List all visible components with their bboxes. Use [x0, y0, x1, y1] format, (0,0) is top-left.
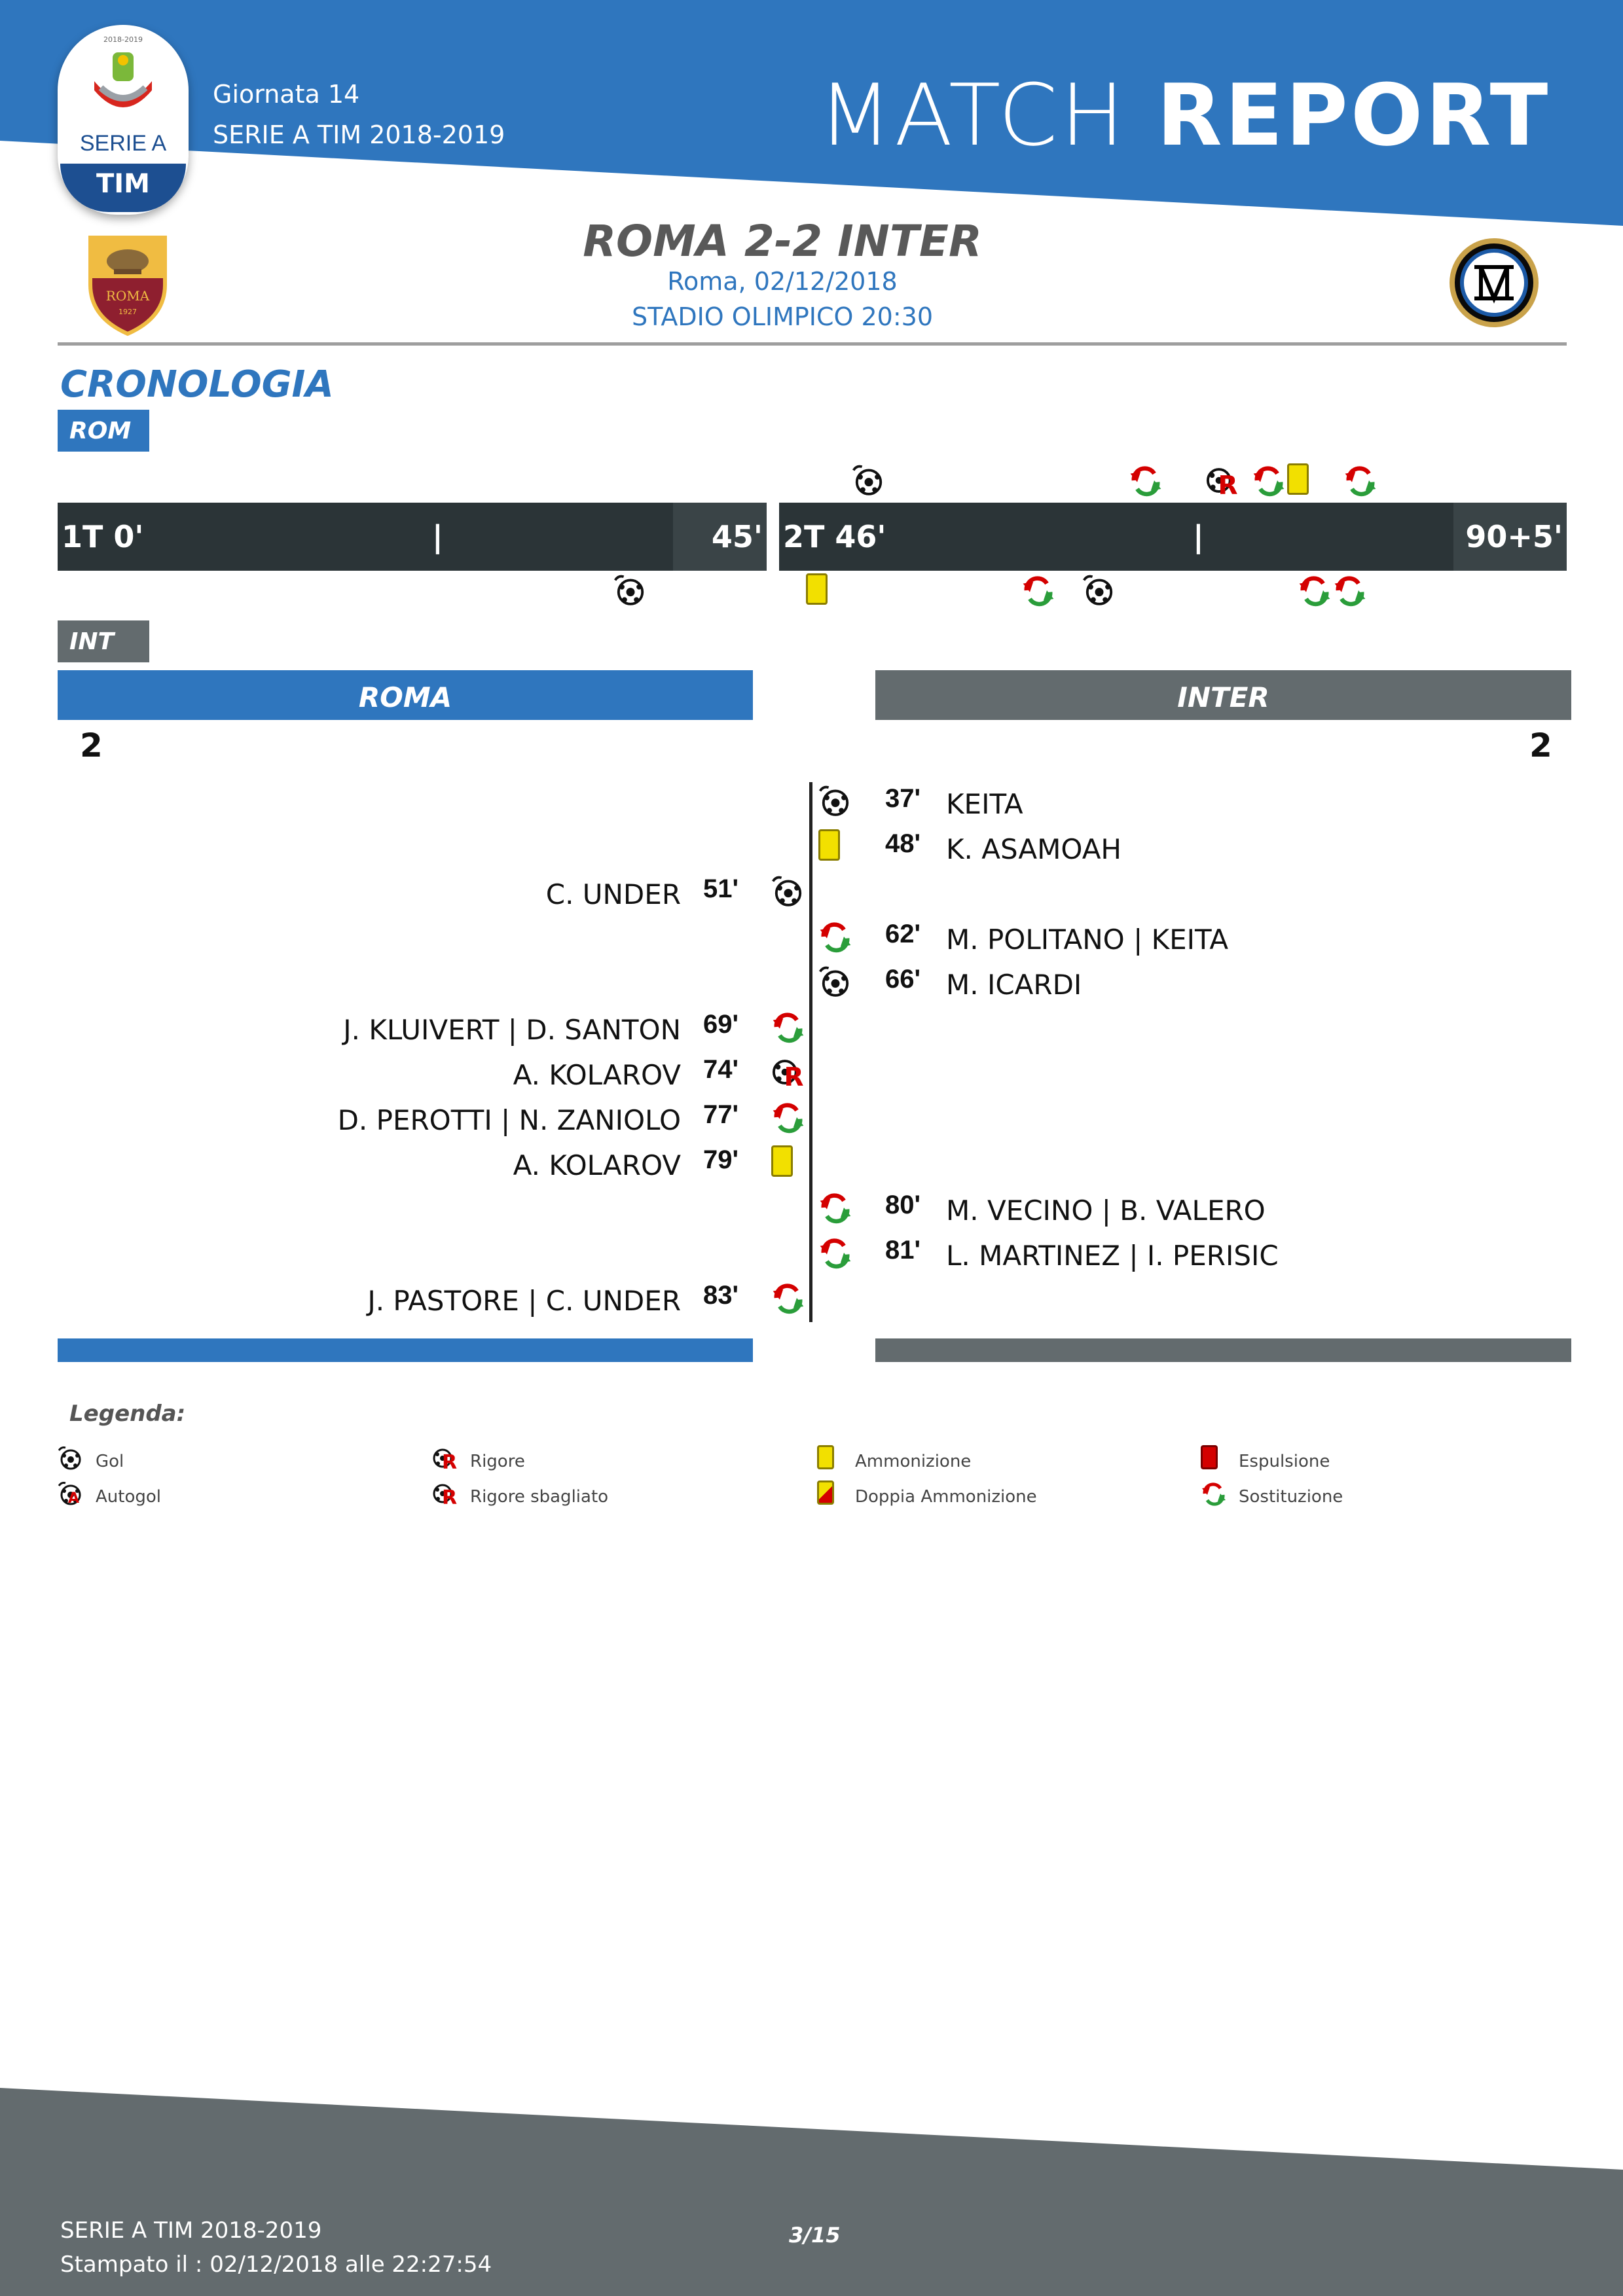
away-score: 2 [1529, 726, 1552, 764]
substitution-icon [818, 1236, 852, 1270]
substitution-icon [818, 1191, 852, 1225]
substitution-icon [771, 1100, 805, 1134]
svg-text:R: R [442, 1486, 458, 1507]
event-player: L. MARTINEZ | I. PERISIC [946, 1240, 1279, 1272]
event-player: J. PASTORE | C. UNDER [367, 1285, 681, 1317]
report-title-light: MATCH [818, 65, 1157, 165]
footer-printed: Stampato il : 02/12/2018 alle 22:27:54 [60, 2251, 492, 2278]
substitution-icon [771, 1281, 805, 1315]
timeline-substitution-icon [1252, 463, 1286, 497]
legend-label-red: Espulsione [1239, 1452, 1330, 1471]
timeline-first-half [58, 503, 767, 571]
goal-icon [771, 874, 805, 908]
legend-second-yellow-icon [817, 1480, 834, 1505]
match-city-date: Roma, 02/12/2018 [667, 267, 898, 296]
goal-icon [818, 784, 852, 818]
away-team-header: INTER [875, 670, 1571, 720]
roma-crest-year: 1927 [119, 308, 137, 316]
home-team-header: ROMA [58, 670, 753, 720]
svg-text:R: R [1218, 471, 1238, 497]
legend-own-goal-icon [58, 1480, 84, 1507]
event-minute: 51' [703, 874, 739, 903]
first-half-mid: | [432, 519, 443, 554]
timeline-goal-icon [1082, 573, 1116, 607]
event-player: M. VECINO | B. VALERO [946, 1194, 1266, 1227]
svg-text:R: R [442, 1451, 458, 1471]
logo-league: SERIE A [79, 131, 167, 156]
legend-substitution-icon [1201, 1480, 1227, 1507]
substitution-icon [818, 920, 852, 954]
serie-a-logo [58, 25, 189, 215]
event-player: C. UNDER [545, 878, 681, 910]
event-player: D. PEROTTI | N. ZANIOLO [337, 1104, 681, 1136]
logo-mark-icon [89, 51, 157, 123]
event-minute: 37' [885, 784, 921, 813]
legend-label-penalty-missed: Rigore sbagliato [470, 1487, 609, 1507]
event-player: M. ICARDI [946, 969, 1082, 1001]
timeline-substitution-icon [1298, 573, 1332, 607]
goal-icon [818, 965, 852, 999]
header-separator [58, 342, 1567, 346]
timeline-substitution-icon [1333, 573, 1367, 607]
second-half-start: 2T 46' [783, 519, 886, 554]
away-team-tag: INT [58, 620, 149, 662]
events-center-line [809, 782, 812, 1322]
event-minute: 77' [703, 1100, 739, 1129]
event-minute: 66' [885, 965, 921, 994]
home-team-tag: ROM [58, 410, 149, 452]
legend-title: Legenda: [69, 1401, 186, 1427]
roma-crest-text: ROMA [105, 288, 150, 304]
first-half-end: 45' [711, 519, 763, 554]
timeline-goal-icon [613, 573, 647, 607]
event-minute: 69' [703, 1010, 739, 1039]
timeline-substitution-icon [1129, 463, 1163, 497]
timeline-substitution-icon [1021, 573, 1055, 607]
event-minute: 81' [885, 1236, 921, 1265]
report-title [818, 65, 1550, 165]
legend-penalty-icon [432, 1445, 458, 1471]
event-minute: 62' [885, 920, 921, 948]
match-title: ROMA 2-2 INTER [583, 216, 982, 266]
section-title: CRONOLOGIA [60, 363, 334, 406]
event-minute: 80' [885, 1191, 921, 1219]
event-minute: 48' [885, 829, 921, 858]
legend-missed-penalty-icon [432, 1480, 458, 1507]
legend-label-yellow: Ammonizione [855, 1452, 972, 1471]
legend-label-sub: Sostituzione [1239, 1487, 1343, 1507]
report-title-bold: REPORT [1156, 65, 1551, 165]
match-stadium-time: STADIO OLIMPICO 20:30 [631, 302, 934, 331]
event-minute: 74' [703, 1055, 739, 1084]
timeline-yellow-card-icon [806, 573, 828, 605]
yellow-card-icon [818, 829, 840, 861]
legend-label-penalty: Rigore [470, 1452, 525, 1471]
competition-label: SERIE A TIM 2018-2019 [213, 120, 505, 149]
event-player: A. KOLAROV [513, 1059, 681, 1091]
timeline-penalty-icon [1205, 463, 1239, 497]
event-player: A. KOLAROV [513, 1149, 681, 1181]
event-player: J. KLUIVERT | D. SANTON [343, 1014, 681, 1046]
timeline-goal-icon [852, 463, 886, 497]
first-half-start: 1T 0' [62, 519, 144, 554]
home-score: 2 [80, 726, 103, 764]
round-label: Giornata 14 [213, 80, 360, 109]
event-player: M. POLITANO | KEITA [946, 924, 1229, 956]
event-player: K. ASAMOAH [946, 833, 1122, 865]
event-player: KEITA [946, 788, 1023, 820]
penalty-icon [771, 1055, 805, 1089]
home-footer-bar [58, 1338, 753, 1362]
away-footer-bar [875, 1338, 1571, 1362]
svg-text:A: A [68, 1490, 80, 1507]
second-half-end: 90+5' [1465, 519, 1563, 554]
logo-sponsor: TIM [96, 169, 150, 199]
second-half-mid: | [1193, 519, 1204, 554]
footer-competition: SERIE A TIM 2018-2019 [60, 2217, 322, 2244]
legend-label-second-yellow: Doppia Ammonizione [855, 1487, 1037, 1507]
svg-text:R: R [784, 1062, 804, 1089]
legend-goal-icon [58, 1445, 84, 1471]
footer-page: 3/15 [789, 2223, 841, 2248]
timeline-second-half [779, 503, 1567, 571]
legend-yellow-card-icon [817, 1445, 834, 1469]
logo-years: 2018-2019 [103, 35, 143, 44]
legend-label-own-goal: Autogol [96, 1487, 162, 1507]
legend-red-card-icon [1201, 1445, 1218, 1469]
legend-label-goal: Gol [96, 1452, 124, 1471]
event-minute: 79' [703, 1145, 739, 1174]
event-minute: 83' [703, 1281, 739, 1310]
timeline-yellow-card-icon [1287, 463, 1309, 495]
timeline-substitution-icon [1343, 463, 1377, 497]
substitution-icon [771, 1010, 805, 1044]
yellow-card-icon [771, 1145, 793, 1177]
